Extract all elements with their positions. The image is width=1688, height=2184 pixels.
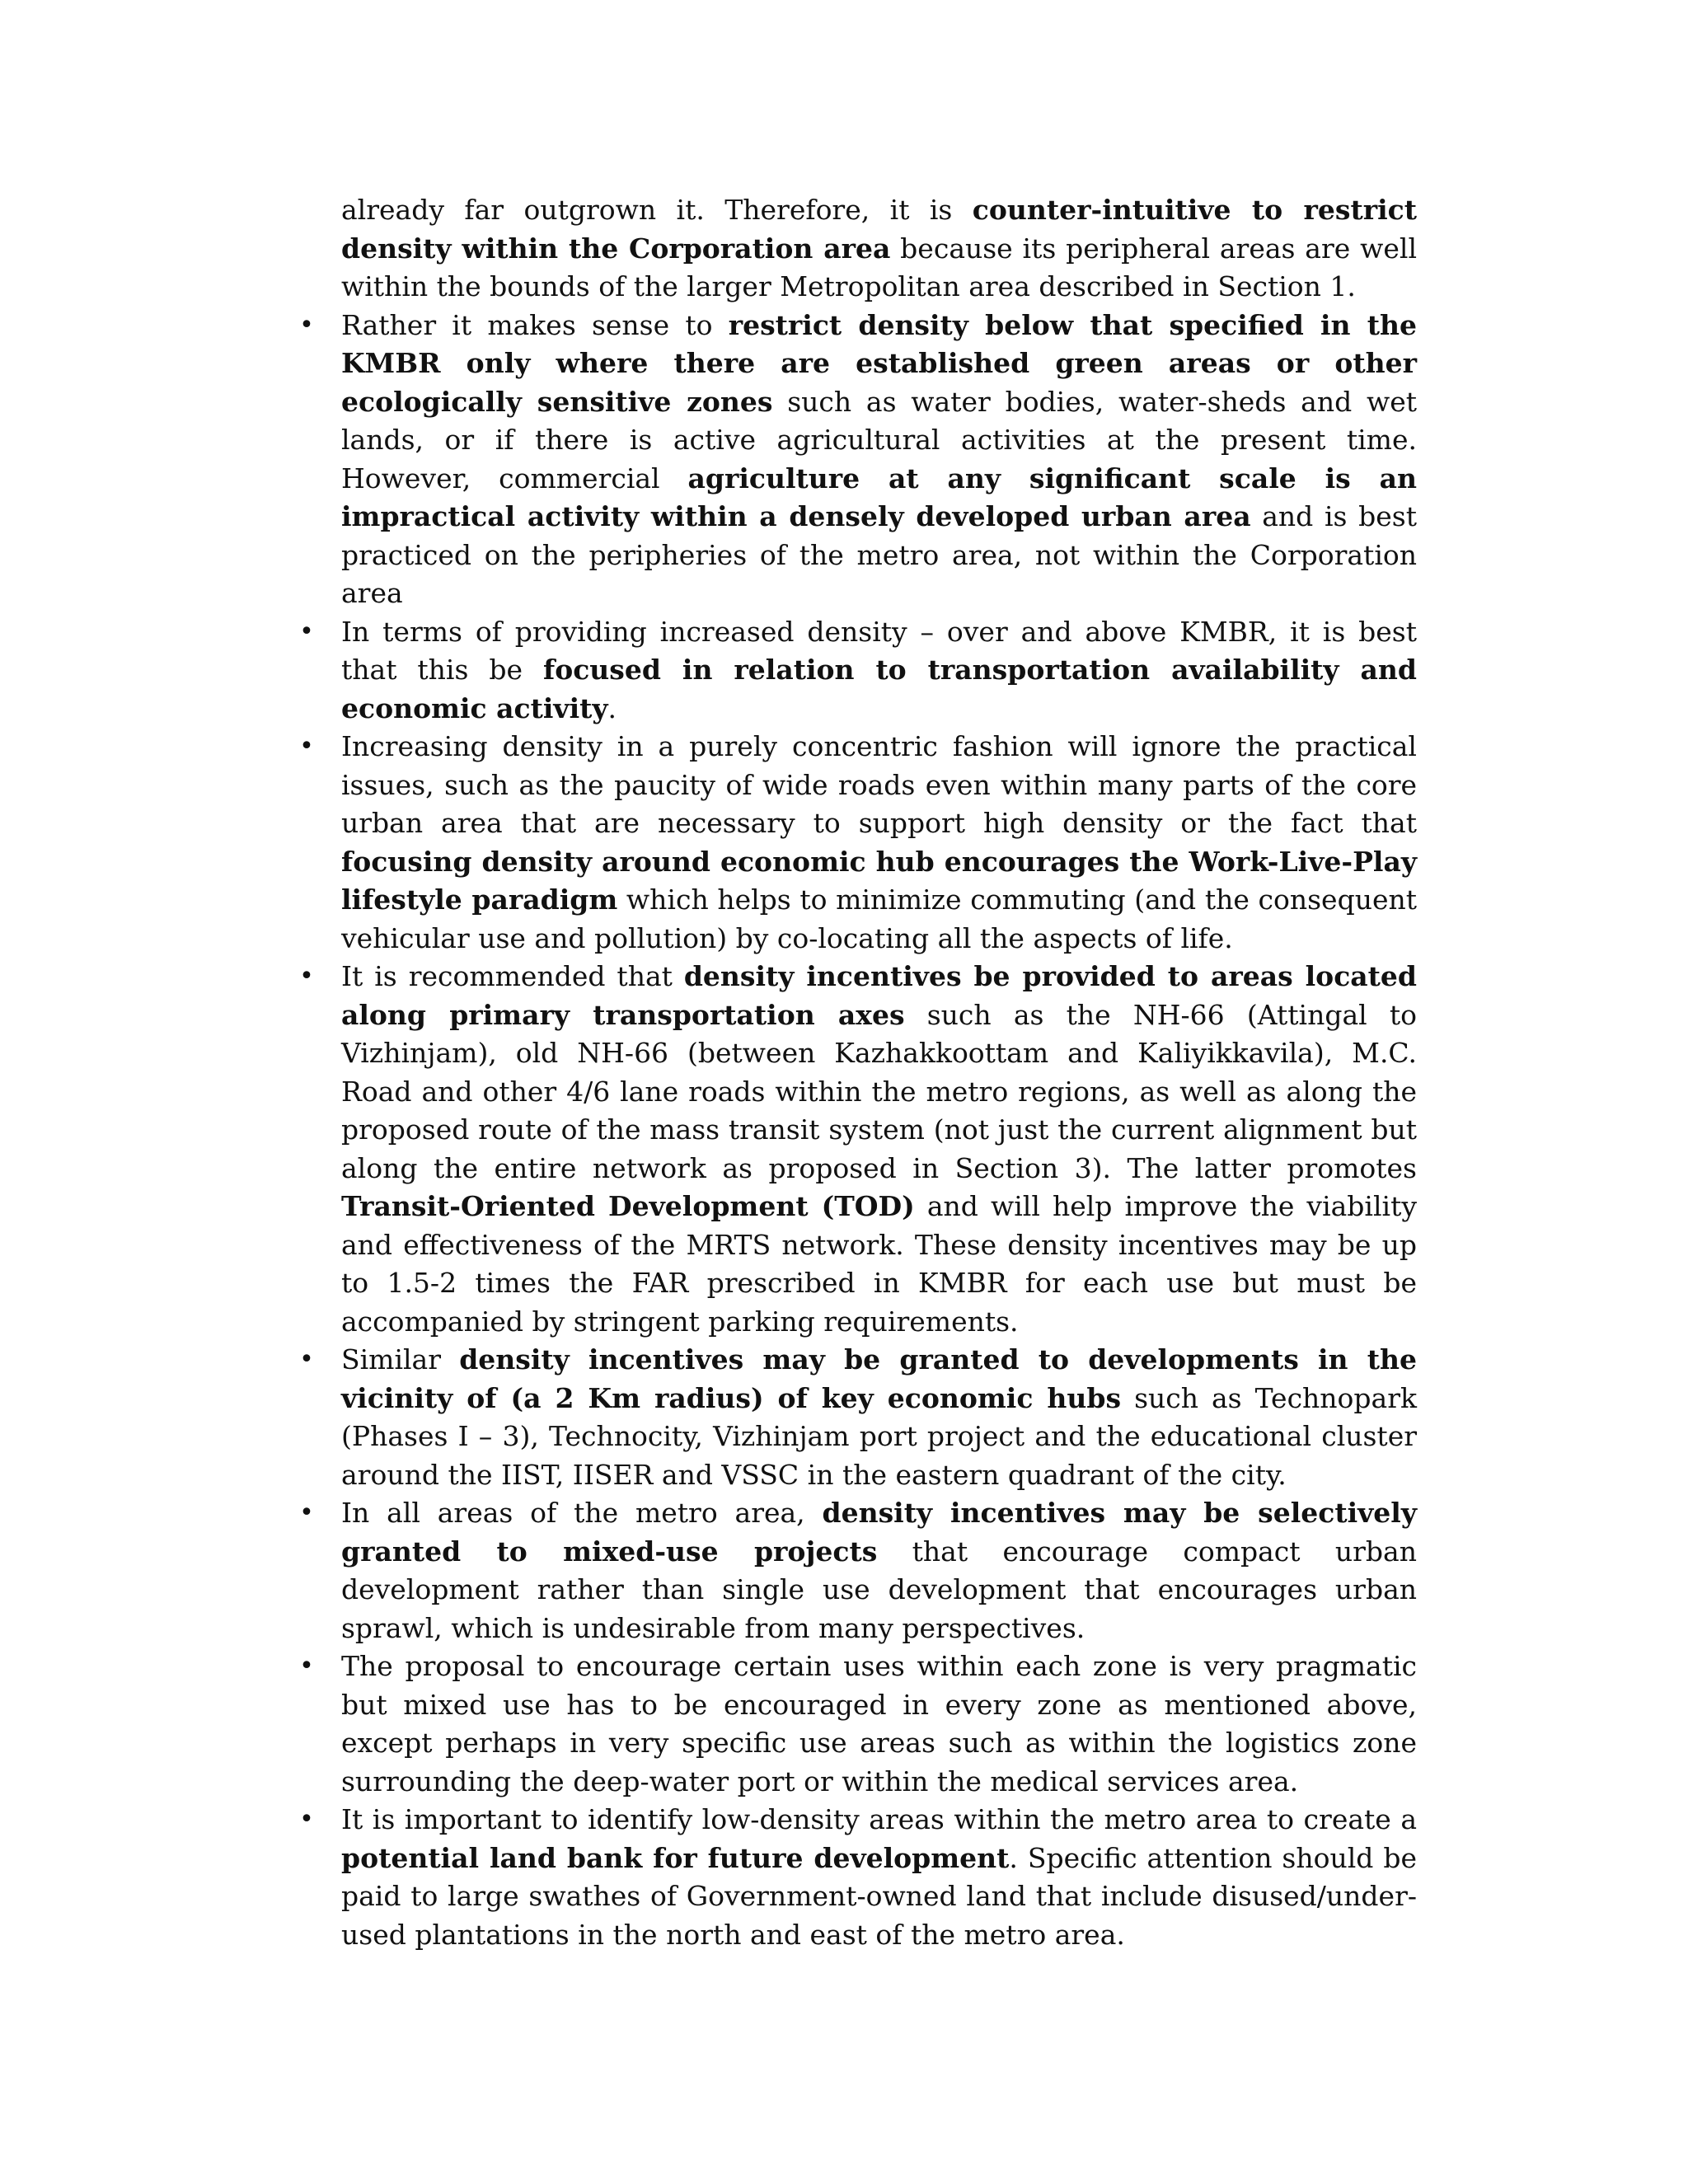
bold-text-run: focused in relation to transportation availability and economic activity: [341, 654, 1417, 724]
bold-text-run: restrict density below that specified in the KMBR only where there are established green areas or other ecologically sensitive zones: [341, 308, 1417, 418]
bold-text-run: focusing density around economic hub encourages the Work-Live-Play lifestyle paradigm: [341, 845, 1417, 916]
intro-paragraph: [341, 191, 1417, 307]
text-run: such as Technopark (Phases I – 3), Technocity, Vizhinjam port project and the educational cluster around the IIST, IISER and VSSC in the eastern quadrant of the city.: [341, 1381, 1417, 1491]
text-run: It is important to identify low-density areas within the metro area to create a: [341, 1803, 1417, 1835]
text-run: and will help improve the viability and effectiveness of the MRTS network. These density incentives may be up to 1.5-2 times the FAR prescribed in KMBR for each use but must be accompanied by stringent parking requirements.: [341, 1190, 1417, 1338]
bullet-dot-icon: •: [299, 1345, 314, 1374]
text-run: It is recommended that: [341, 960, 684, 992]
bullet-list: [299, 307, 1418, 1955]
bullet-item: [299, 307, 1418, 613]
bullet-item: [299, 958, 1417, 1341]
bullet-item: [299, 1494, 1417, 1647]
bold-text-run: density incentives may be selectively granted to mixed-use projects: [341, 1497, 1417, 1568]
text-run: already far outgrown it. Therefore, it is: [341, 194, 973, 226]
bullet-dot-icon: •: [299, 962, 314, 991]
bold-text-run: counter-intuitive to restrict density within the Corporation area: [341, 194, 1417, 265]
text-run: Increasing density in a purely concentric fashion will ignore the practical issues, such as the paucity of wide roads even within many parts of the core urban area that are necessary to support high density or the fact that: [341, 730, 1417, 839]
bullet-item: [299, 728, 1417, 958]
text-run: . Specific attention should be paid to large swathes of Government-owned land that include disused/under-used plantations in the north and east of the metro area.: [341, 1841, 1417, 1951]
text-run: Rather it makes sense to: [341, 308, 729, 341]
bold-text-run: density incentives be provided to areas located along primary transportation axes: [341, 960, 1417, 1031]
bold-text-run: agriculture at any significant scale is an impractical activity within a densely developed urban area: [341, 462, 1417, 532]
text-run: Similar: [341, 1343, 460, 1376]
bold-text-run: density incentives may be granted to developments in the vicinity of (a 2 Km radius) of key economic hubs: [341, 1343, 1417, 1414]
bold-text-run: potential land bank for future development: [341, 1841, 1010, 1874]
text-run: In all areas of the metro area,: [341, 1497, 823, 1529]
bullet-item: [299, 1801, 1417, 1954]
text-run: such as water bodies, water-sheds and wet lands, or if there is active agricultural activities at the present time. However, commercial: [341, 385, 1418, 494]
bullet-dot-icon: •: [299, 1498, 314, 1527]
document-page: [299, 191, 1418, 1954]
text-run: The proposal to encourage certain uses within each zone is very pragmatic but mixed use has to be encouraged in every zone as mentioned above, except perhaps in very specific use areas such as within the logistics zone surrounding the deep-water port or within the medical services area.: [341, 1650, 1417, 1797]
bullet-dot-icon: •: [299, 1652, 314, 1680]
text-run: such as the NH-66 (Attingal to Vizhinjam), old NH-66 (between Kazhakkoottam and Kaliyikkavila), M.C. Road and other 4/6 lane roads within the metro regions, as well as along the proposed route of the mass transit system (not just the current alignment but along the entire network as proposed in Section 3). The latter promotes: [341, 998, 1417, 1184]
bullet-dot-icon: •: [299, 732, 314, 761]
text-run: which helps to minimize commuting (and the consequent vehicular use and pollution) by co-locating all the aspects of life.: [341, 883, 1417, 954]
text-run: In terms of providing increased density – over and above KMBR, it is best that this be: [341, 615, 1417, 686]
text-run: that encourage compact urban development rather than single use development that encourages urban sprawl, which is undesirable from many perspectives.: [341, 1535, 1417, 1644]
bullet-item: [299, 1341, 1417, 1494]
bullet-item: [299, 613, 1417, 729]
text-run: and is best practiced on the peripheries of the metro area, not within the Corporation area: [341, 500, 1417, 609]
bullet-dot-icon: •: [299, 616, 314, 646]
bullet-dot-icon: •: [299, 1805, 314, 1834]
text-run: because its peripheral areas are well within the bounds of the larger Metropolitan area described in Section 1.: [341, 232, 1418, 302]
bullet-dot-icon: •: [299, 310, 314, 340]
bullet-item: [299, 1647, 1417, 1801]
bold-text-run: Transit-Oriented Development (TOD): [341, 1190, 915, 1222]
text-run: .: [607, 691, 617, 724]
